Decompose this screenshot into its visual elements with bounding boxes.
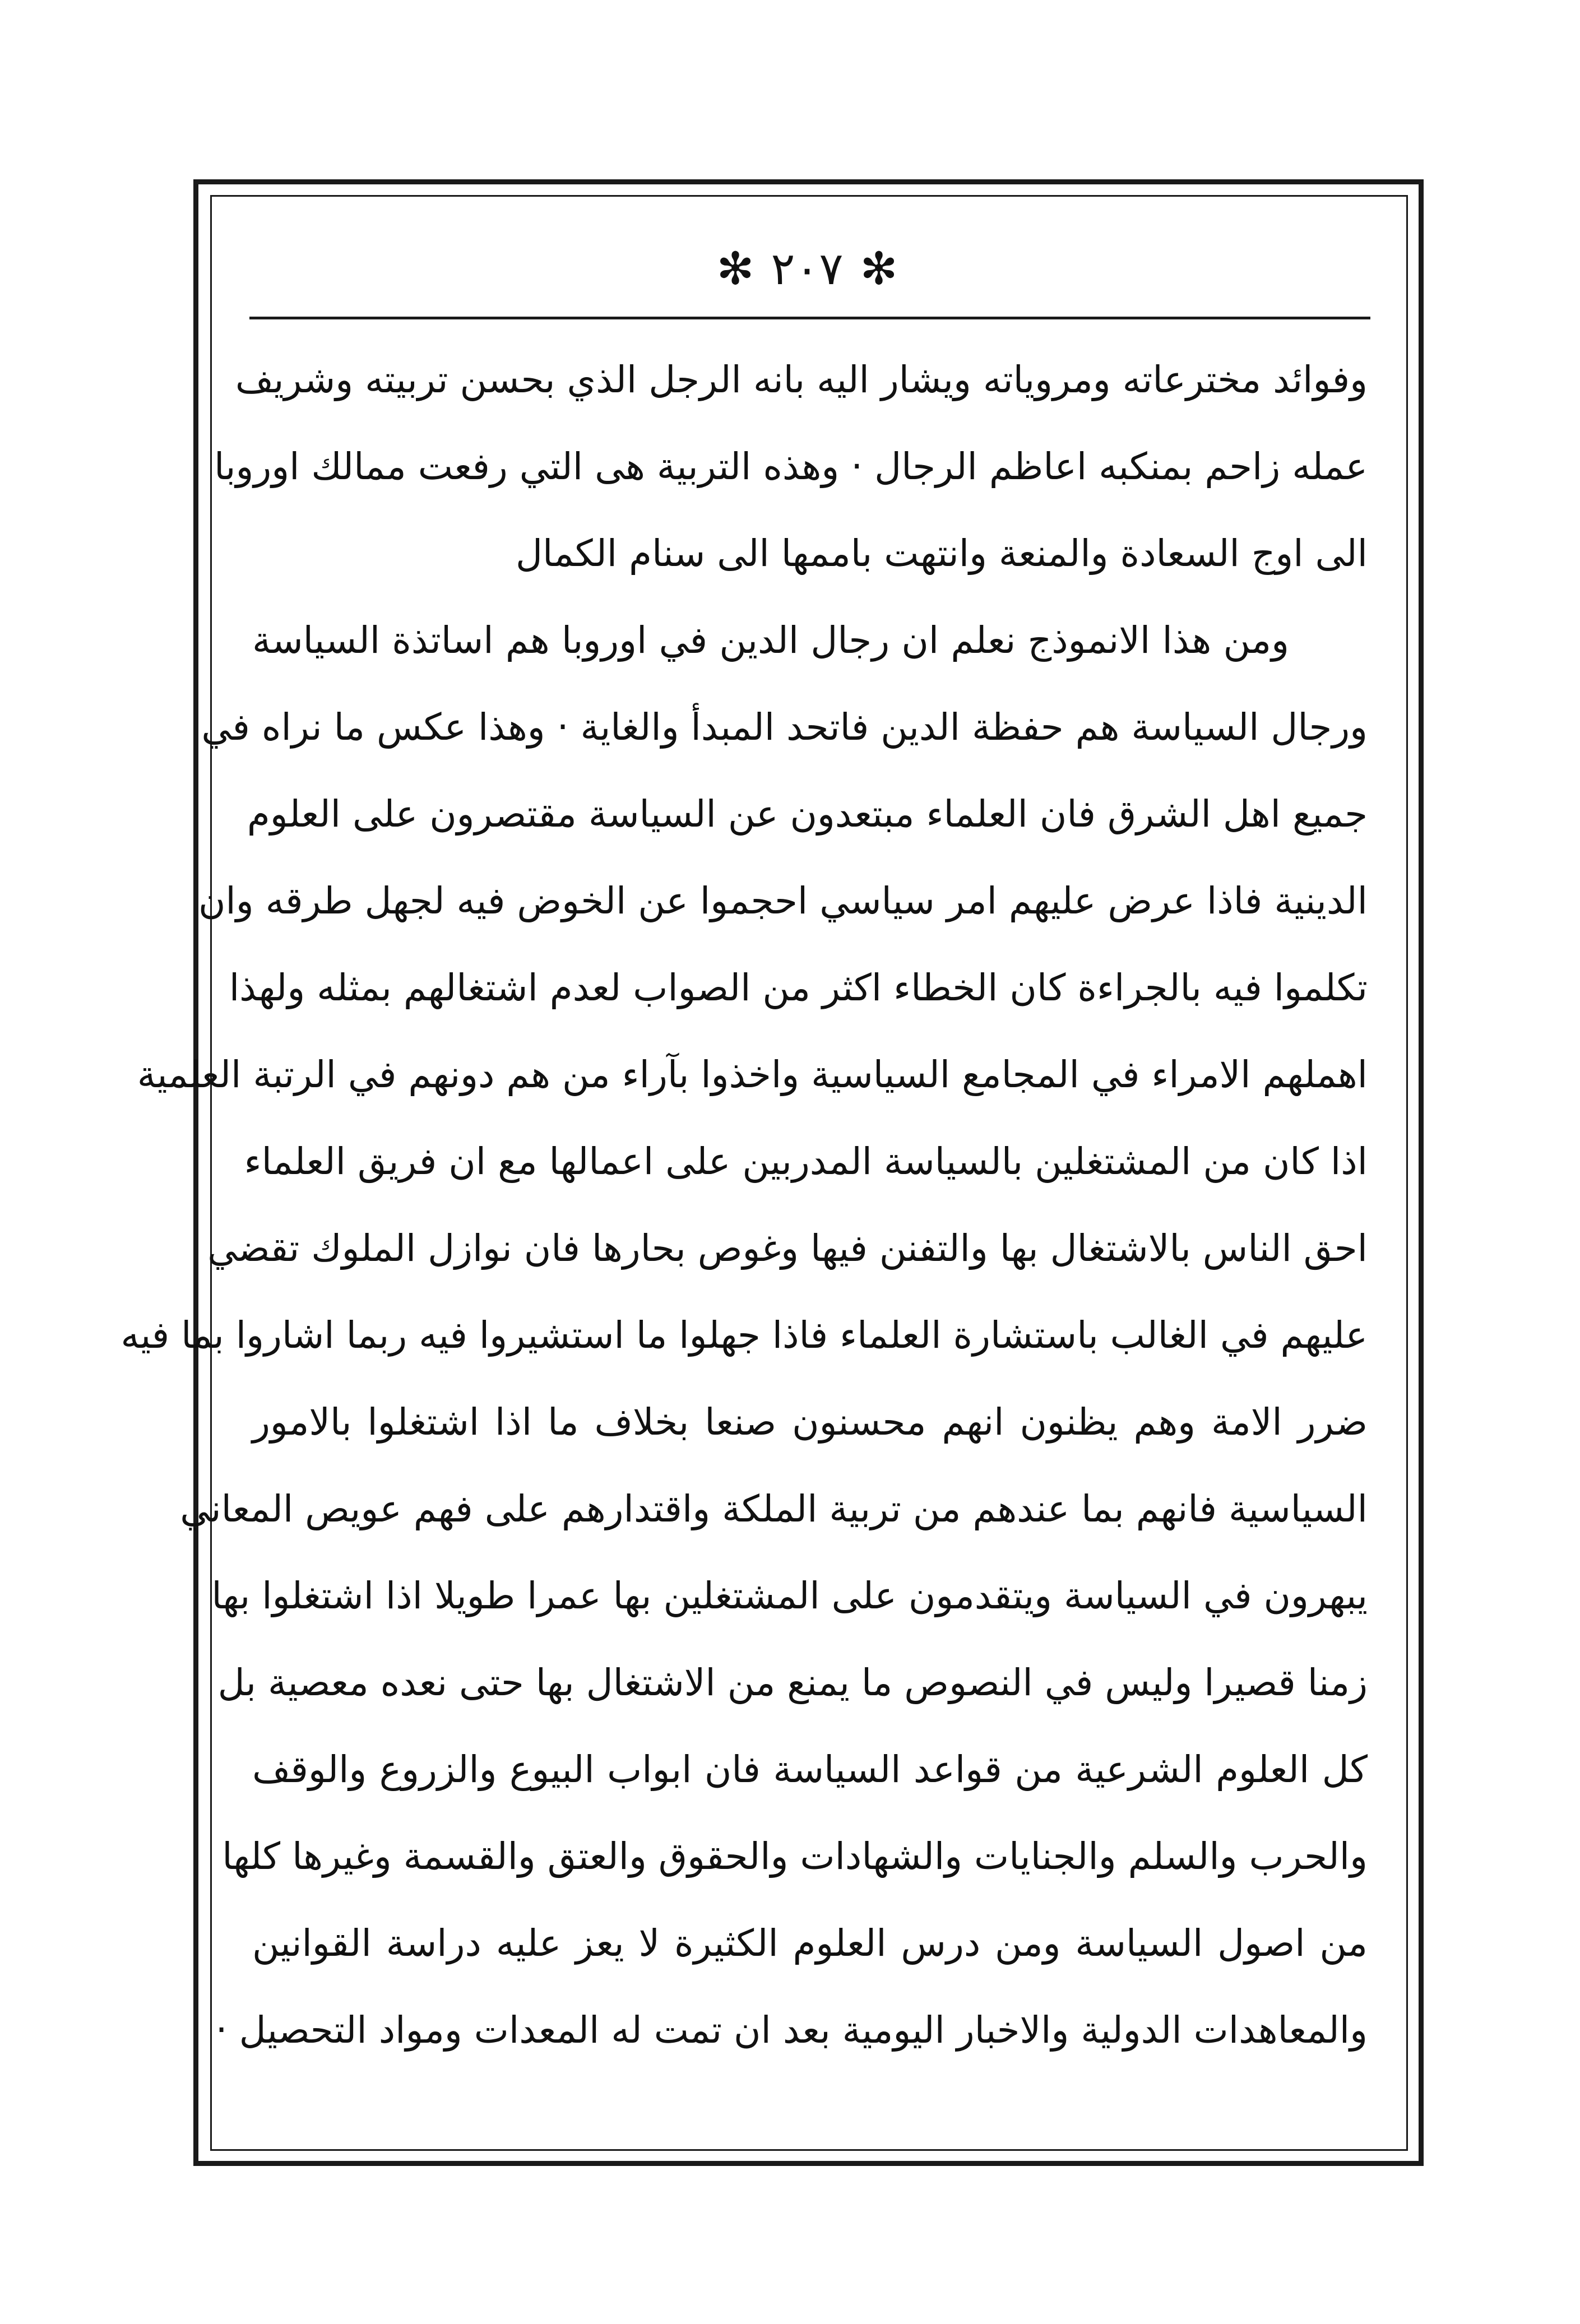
text-line: ضرر الامة وهم يظنون انهم محسنون صنعا بخلاف ما اذا اشتغلوا بالامور	[252, 1400, 1368, 1444]
text-line: عليهم في الغالب باستشارة العلماء فاذا جهلوا ما استشيروا فيه ربما اشاروا بما فيه	[121, 1314, 1368, 1357]
text-line: ورجال السياسة هم حفظة الدين فاتحد المبدأ والغاية · وهذا عكس ما نراه في	[201, 706, 1368, 749]
text-line: والحرب والسلم والجنايات والشهادات والحقوق والعتق والقسمة وغيرها كلها	[222, 1835, 1368, 1878]
text-line: عمله زاحم بمنكبه اعاظم الرجال · وهذه التربية هى التي رفعت ممالك اوروبا	[214, 445, 1368, 488]
page-header	[247, 227, 1368, 311]
text-line: كل العلوم الشرعية من قواعد السياسة فان ابواب البيوع والزروع والوقف	[252, 1748, 1368, 1791]
text-line: زمنا قصيرا وليس في النصوص ما يمنع من الاشتغال بها حتى نعده معصية بل	[217, 1661, 1368, 1704]
text-line: من اصول السياسة ومن درس العلوم الكثيرة لا يعز عليه دراسة القوانين	[252, 1922, 1368, 1965]
text-line: الدينية فاذا عرض عليهم امر سياسي احجموا عن الخوض فيه لجهل طرقه وان	[198, 879, 1368, 922]
text-line: جميع اهل الشرق فان العلماء مبتعدون عن السياسة مقتصرون على العلوم	[247, 792, 1368, 836]
text-line: تكلموا فيه بالجراءة كان الخطاء اكثر من الصواب لعدم اشتغالهم بمثله ولهذا	[229, 966, 1368, 1009]
text-line: السياسية فانهم بما عندهم من تربية الملكة واقتدارهم على فهم عويص المعاني	[180, 1487, 1368, 1530]
text-line: اذا كان من المشتغلين بالسياسة المدربين على اعمالها مع ان فريق العلماء	[244, 1140, 1368, 1183]
text-line: والمعاهدات الدولية والاخبار اليومية بعد ان تمت له المعدات ومواد التحصيل ·	[215, 2008, 1368, 2052]
text-line: احق الناس بالاشتغال بها والتفنن فيها وغوص بحارها فان نوازل الملوك تقضي	[207, 1227, 1368, 1270]
text-line: اهملهم الامراء في المجامع السياسية واخذوا بآراء من هم دونهم في الرتبة العلمية	[137, 1053, 1368, 1096]
text-line: وفوائد مخترعاته ومروياته ويشار اليه بانه الرجل الذي بحسن تربيته وشريف	[235, 358, 1368, 401]
header-rule	[249, 317, 1370, 319]
page-number: ٢٠٧	[771, 243, 844, 295]
left-ornament-icon: ✻	[716, 243, 754, 295]
text-line: ومن هذا الانموذج نعلم ان رجال الدين في اوروبا هم اساتذة السياسة	[252, 619, 1289, 662]
text-line: يبهرون في السياسة ويتقدمون على المشتغلين بها عمرا طويلا اذا اشتغلوا بها	[211, 1574, 1368, 1617]
body-text	[121, 336, 1368, 2073]
text-line: الى اوج السعادة والمنعة وانتهت باممها الى سنام الكمال	[516, 532, 1368, 575]
right-ornament-icon: ✻	[860, 243, 898, 295]
